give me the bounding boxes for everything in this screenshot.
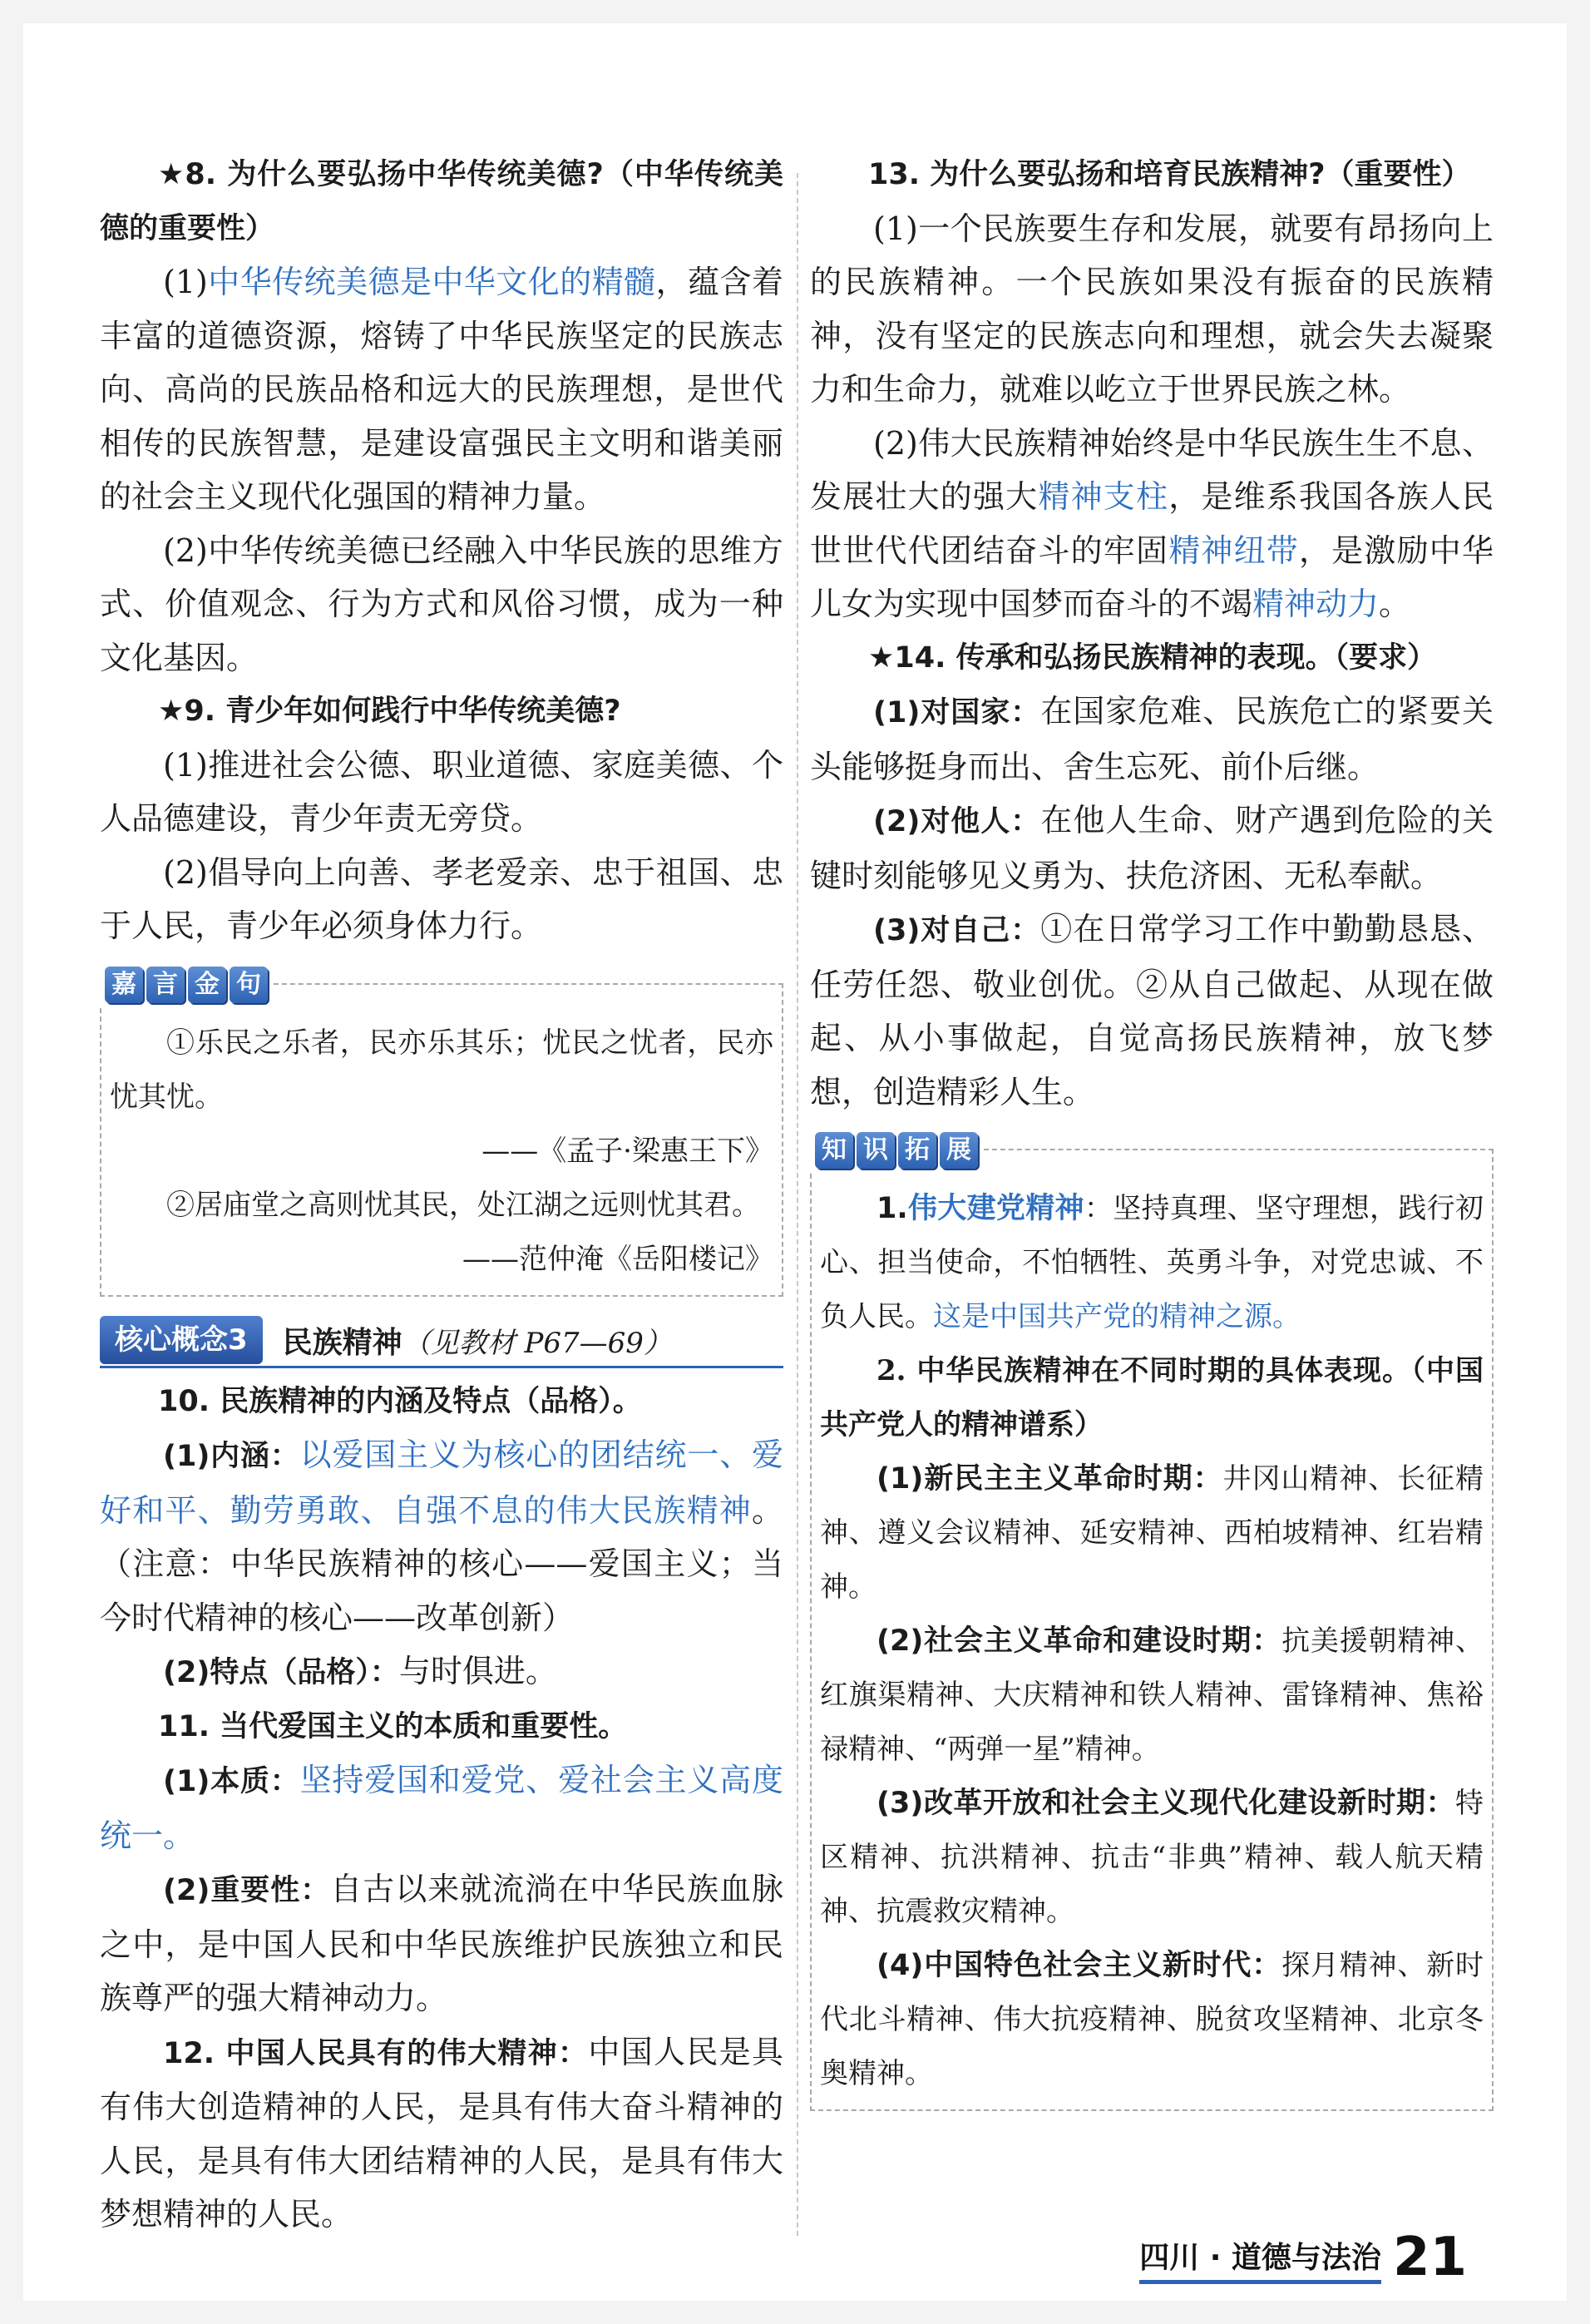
question-13-point-2: (2)伟大民族精神始终是中华民族生生不息、发展壮大的强大精神支柱，是维系我国各族人民世世代代团结奋斗的牢固精神纽带，是激励中华儿女为实现中国梦而奋斗的不竭精神动力。 bbox=[810, 424, 1494, 622]
question-11-point-1: (1)本质：坚持爱国和爱党、爱社会主义高度统一。 bbox=[100, 1762, 783, 1854]
question-13-point-1: (1)一个民族要生存和发展，就要有昂扬向上的民族精神。一个民族如果没有振奋的民族精神，没有坚定的民族志向和理想，就会失去凝聚力和生命力，就难以屹立于世界民族之林。 bbox=[810, 210, 1494, 408]
quote-2-source: ——范仲淹《岳阳楼记》 bbox=[462, 1242, 773, 1276]
extension-item-1: 1.伟大建党精神：坚持真理、坚守理想，践行初心、担当使命，不怕牺牲、英勇斗争，对党忠诚、不负人民。这是中国共产党的精神之源。 bbox=[820, 1192, 1484, 1333]
core-concept-badge: 核心概念3 bbox=[100, 1316, 263, 1364]
quote-1: ①乐民之乐者，民亦乐其乐；忧民之忧者，民亦忧其忧。 bbox=[110, 1026, 773, 1114]
extension-box-tag bbox=[810, 1129, 983, 1172]
extension-period-2: (2)社会主义革命和建设时期：抗美援朝精神、红旗渠精神、大庆精神和铁人精神、雷锋精神、焦裕禄精神、“两弹一星”精神。 bbox=[820, 1624, 1484, 1766]
core-concept-heading: 民族精神（见教材 P67—69） bbox=[282, 1325, 672, 1360]
question-8-point-1: (1)中华传统美德是中华文化的精髓，蕴含着丰富的道德资源，熔铸了中华民族坚定的民族志向、高尚的民族品格和远大的民族理想，是世代相传的民族智慧，是建设富强民主文明和谐美丽的社会主义现代化强国的精神力量。 bbox=[100, 264, 783, 515]
question-11-title: 11. 当代爱国主义的本质和重要性。 bbox=[158, 1709, 628, 1743]
tag-char: 展 bbox=[940, 1132, 978, 1169]
question-14-title: ★14. 传承和弘扬民族精神的表现。（要求） bbox=[868, 640, 1437, 675]
right-column bbox=[810, 148, 1494, 2128]
tag-char: 句 bbox=[230, 967, 268, 1003]
question-9-title: ★9. 青少年如何践行中华传统美德? bbox=[158, 695, 621, 728]
question-12: 12. 中国人民具有的伟大精神：中国人民是具有伟大创造精神的人民，是具有伟大奋斗精神的人民，是具有伟大团结精神的人民，是具有伟大梦想精神的人民。 bbox=[100, 2033, 783, 2233]
question-11-point-2: (2)重要性：自古以来就流淌在中华民族血脉之中，是中国人民和中华民族维护民族独立和民族尊严的强大精神动力。 bbox=[100, 1871, 783, 2016]
column-divider bbox=[797, 173, 798, 2236]
page-number: 21 bbox=[1392, 2227, 1467, 2288]
extension-item-2-title: 2. 中华民族精神在不同时期的具体表现。（中国共产党人的精神谱系） bbox=[820, 1354, 1484, 1441]
left-column bbox=[100, 148, 783, 2242]
quote-2: ②居庙堂之高则忧其民，处江湖之远则忧其君。 bbox=[166, 1188, 760, 1222]
page bbox=[23, 23, 1567, 2301]
page-footer bbox=[1139, 2227, 1467, 2288]
tag-char: 识 bbox=[857, 1132, 895, 1169]
question-10-point-2: (2)特点（品格）：与时俱进。 bbox=[163, 1653, 557, 1689]
tag-char: 金 bbox=[188, 967, 226, 1003]
question-8-point-2: (2)中华传统美德已经融入中华民族的思维方式、价值观念、行为方式和风俗习惯，成为一种文化基因。 bbox=[100, 532, 783, 676]
quote-box-tag bbox=[100, 963, 273, 1006]
tag-char: 知 bbox=[815, 1132, 853, 1169]
quote-box bbox=[100, 969, 783, 1297]
extension-period-4: (4)中国特色社会主义新时代：探月精神、新时代北斗精神、伟大抗疫精神、脱贫攻坚精神、北京冬奥精神。 bbox=[820, 1949, 1484, 2090]
knowledge-extension-box bbox=[810, 1135, 1494, 2111]
tag-char: 言 bbox=[146, 967, 185, 1003]
question-14-point-2: (2)对他人：在他人生命、财产遇到危险的关键时刻能够见义勇为、扶危济困、无私奉献。 bbox=[810, 802, 1494, 894]
question-9-point-2: (2)倡导向上向善、孝老爱亲、忠于祖国、忠于人民，青少年必须身体力行。 bbox=[100, 853, 783, 944]
question-13-title: 13. 为什么要弘扬和培育民族精神?（重要性） bbox=[868, 158, 1471, 191]
extension-period-3: (3)改革开放和社会主义现代化建设新时期：特区精神、抗洪精神、抗击“非典”精神、载人航天精神、抗震救灾精神。 bbox=[820, 1787, 1484, 1928]
core-concept-header bbox=[100, 1315, 783, 1368]
tag-char: 嘉 bbox=[105, 967, 143, 1003]
footer-subject: 四川 · 道德与法治 bbox=[1139, 2234, 1381, 2284]
question-8-title: ★8. 为什么要弘扬中华传统美德?（中华传统美德的重要性） bbox=[100, 158, 783, 245]
question-10-title: 10. 民族精神的内涵及特点（品格）。 bbox=[158, 1384, 642, 1418]
quote-1-source: ——《孟子·梁惠王下》 bbox=[481, 1134, 773, 1168]
question-10-point-1: (1)内涵：以爱国主义为核心的团结统一、爱好和平、勤劳勇敢、自强不息的伟大民族精神。（注意：中华民族精神的核心——爱国主义；当今时代精神的核心——改革创新） bbox=[100, 1436, 783, 1636]
tag-char: 拓 bbox=[898, 1132, 936, 1169]
question-9-point-1: (1)推进社会公德、职业道德、家庭美德、个人品德建设，青少年责无旁贷。 bbox=[100, 746, 783, 837]
question-14-point-3: (3)对自己：①在日常学习工作中勤勤恳恳、任劳任怨、敬业创优。②从自己做起、从现在做起、从小事做起，自觉高扬民族精神，放飞梦想，创造精彩人生。 bbox=[810, 911, 1494, 1110]
question-14-point-1: (1)对国家：在国家危难、民族危亡的紧要关头能够挺身而出、舍生忘死、前仆后继。 bbox=[810, 693, 1494, 785]
extension-period-1: (1)新民主主义革命时期：井冈山精神、长征精神、遵义会议精神、延安精神、西柏坡精神、红岩精神。 bbox=[820, 1462, 1484, 1604]
